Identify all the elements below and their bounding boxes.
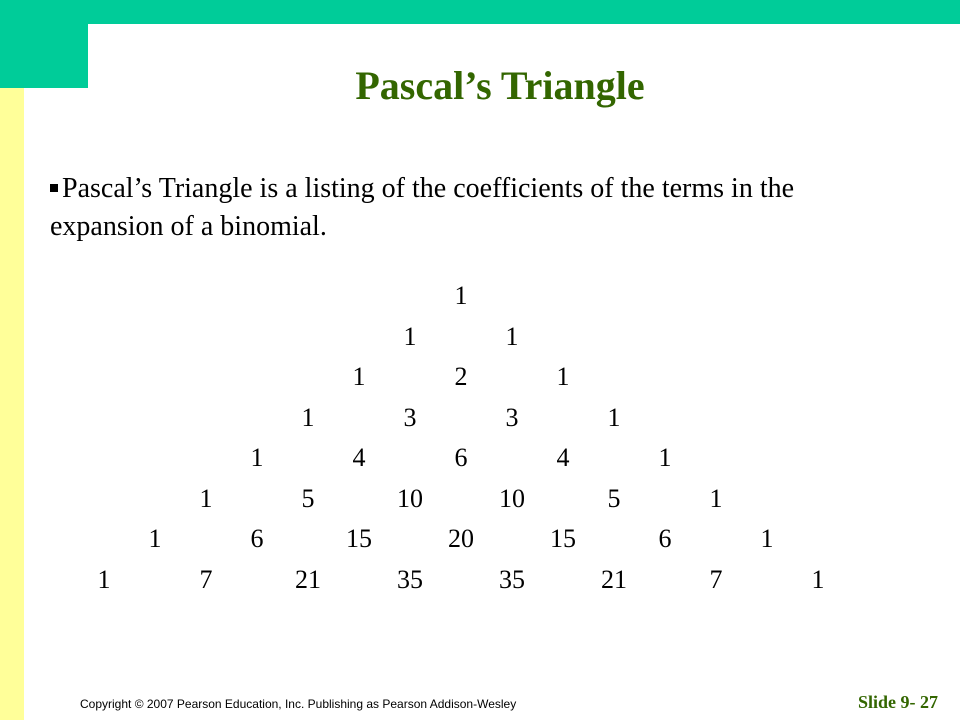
triangle-entry: 6 bbox=[454, 443, 468, 472]
triangle-entry: 1 bbox=[352, 362, 366, 391]
triangle-entry: 1 bbox=[709, 483, 723, 513]
triangle-entry: 1 bbox=[760, 524, 774, 553]
triangle-entry: 6 bbox=[658, 524, 672, 553]
triangle-entry: 1 bbox=[403, 321, 417, 351]
triangle-entry: 1 bbox=[505, 321, 519, 351]
triangle-entry: 1 bbox=[148, 524, 162, 553]
triangle-entry: 4 bbox=[556, 443, 570, 472]
bullet-text: Pascal’s Triangle is a listing of the coefficients of the terms in the expansion of a binomial. bbox=[50, 173, 795, 242]
triangle-entry: 3 bbox=[403, 402, 417, 432]
triangle-entry: 1 bbox=[97, 564, 111, 594]
footer-copyright: Copyright © 2007 Pearson Education, Inc. Publishing as Pearson Addison-Wesley bbox=[80, 697, 517, 711]
triangle-entry: 4 bbox=[352, 443, 366, 472]
triangle-entry: 20 bbox=[448, 524, 474, 553]
triangle-entry: 15 bbox=[346, 524, 372, 553]
triangle-entry: 21 bbox=[295, 564, 321, 594]
slide-number: Slide 9- 27 bbox=[857, 692, 938, 712]
triangle-entry: 5 bbox=[607, 483, 621, 513]
triangle-entry: 1 bbox=[454, 281, 468, 310]
triangle-entry: 1 bbox=[301, 402, 315, 432]
triangle-entry: 10 bbox=[397, 483, 423, 513]
triangle-entry: 1 bbox=[250, 443, 264, 472]
triangle-entry: 7 bbox=[709, 564, 723, 594]
triangle-entry: 35 bbox=[397, 564, 423, 594]
triangle-entry: 21 bbox=[601, 564, 627, 594]
triangle-entry: 1 bbox=[607, 402, 621, 432]
triangle-entry: 35 bbox=[499, 564, 525, 594]
triangle-entry: 1 bbox=[556, 362, 570, 391]
triangle-entry: 15 bbox=[550, 524, 576, 553]
triangle-entry: 2 bbox=[454, 362, 468, 391]
triangle-entry: 3 bbox=[505, 402, 519, 432]
triangle-entry: 10 bbox=[499, 483, 525, 513]
triangle-entry: 1 bbox=[658, 443, 672, 472]
triangle-entry: 5 bbox=[301, 483, 315, 513]
triangle-entry: 1 bbox=[811, 564, 825, 594]
triangle-entry: 6 bbox=[250, 524, 264, 553]
triangle-entry: 7 bbox=[199, 564, 213, 594]
slide-title: Pascal’s Triangle bbox=[355, 63, 645, 108]
triangle-entry: 1 bbox=[199, 483, 213, 513]
